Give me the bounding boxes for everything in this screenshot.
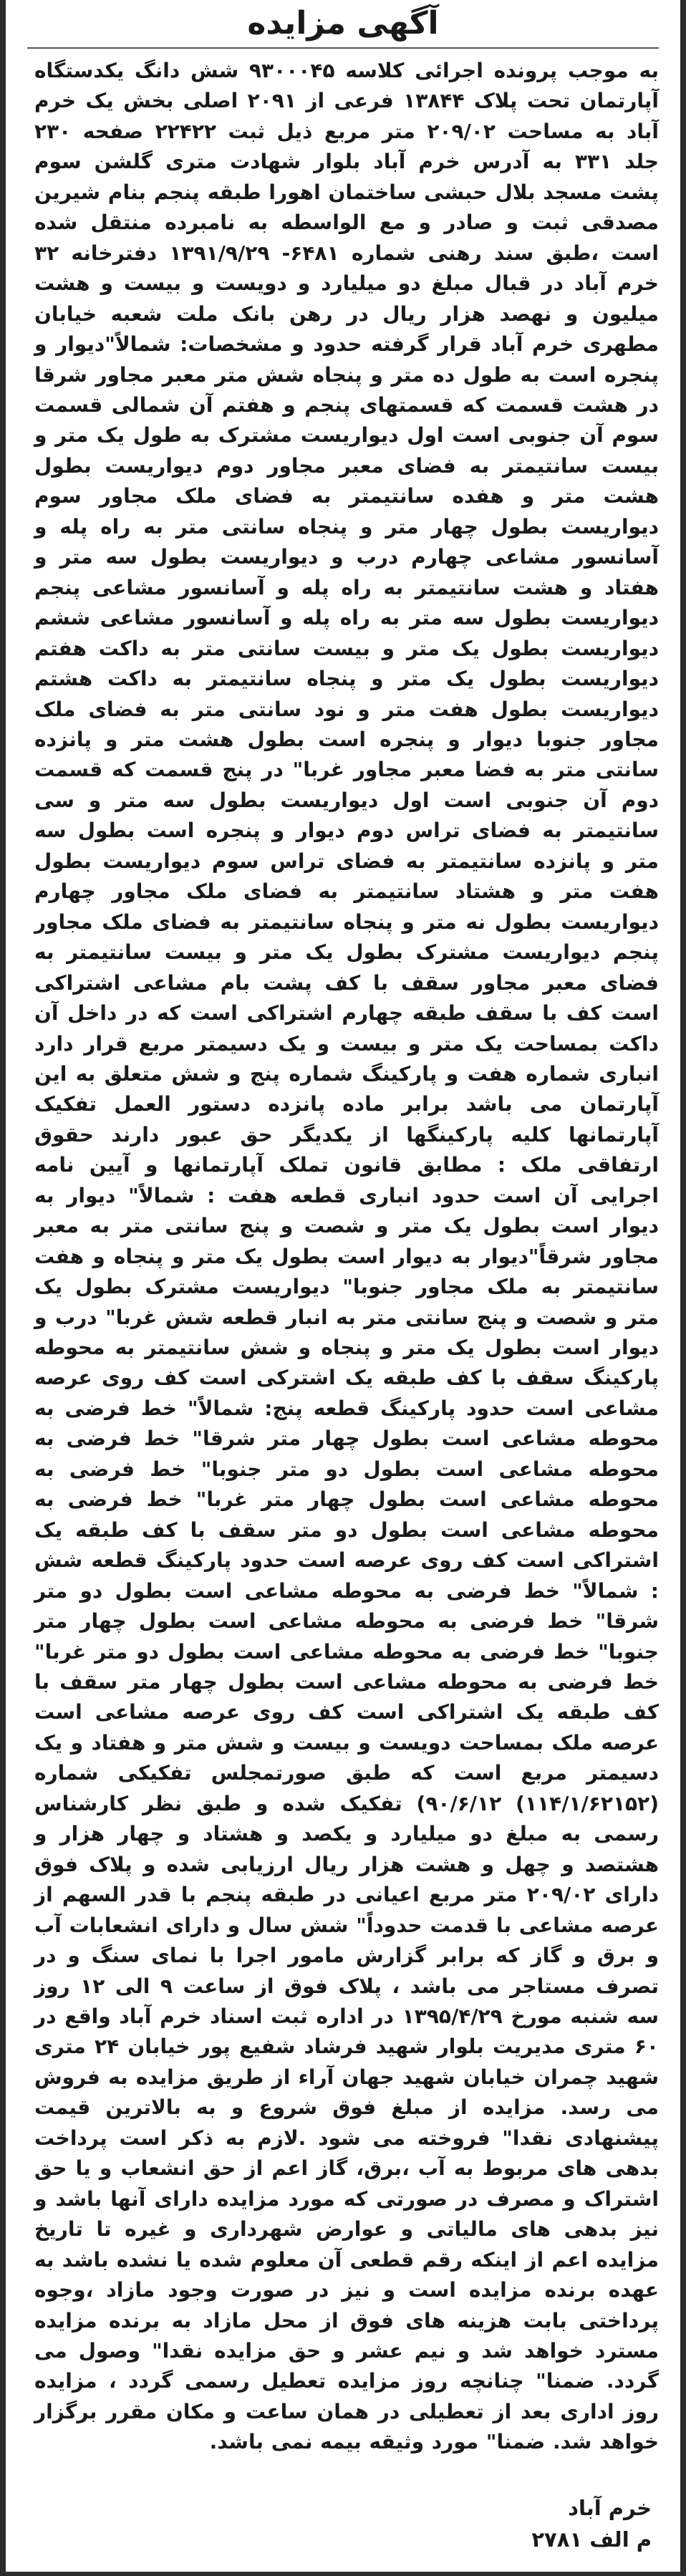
- notice-body: به موجب پرونده اجرائی کلاسه ۹۳۰۰۰۴۵ شش دانگ یکدستگاه آپارتمان تحت پلاک ۱۳۸۴۴ فرعی از ۲۰۹۱ اصلی بخش یک خرم آباد به مساحت ۲۰۹/۰۲ متر مربع ذیل ثبت ۲۲۴۲۲ صفحه ۲۳۰ جلد ۳۳۱ به آدرس خرم آباد بلوار شهادت متری گلشن سوم پشت مسجد بلال حبشی ساختمان اهورا طبقه پنجم بنام شیرین مصدقی ثبت و صادر و مع الواسطه به نامبرده منتقل شده است ،طبق سند رهنی شماره ۶۴۸۱- ۱۳۹۱/۹/۲۹ دفترخانه ۳۲ خرم آباد در قبال مبلغ دو میلیارد و دویست و بیست و هشت میلیون و نهصد هزار ریال در رهن بانک ملت شعبه خیابان مطهری خرم آباد قرار گرفته حدود و مشخصات: شمالاً"دیوار و پنجره است به طول ده متر و پنجاه شش متر معبر مجاور شرقا در هشت قسمت که قسمتهای پنجم و هفتم آن شمالی قسمت سوم آن جنوبی است اول دیواریست مشترک به طول یک متر و بیست سانتیمتر به فضای معبر مجاور دوم دیواریست بطول هشت متر و هفده سانتیمتر به فضای ملک مجاور سوم دیواریست بطول چهار متر و پنجاه سانتی متر به راه پله و آسانسور مشاعی چهارم درب و دیواریست بطول سه متر و هفتاد و هشت سانتیمتر به راه پله و آسانسور مشاعی پنجم دیواریست بطول سه متر به راه پله و آسانسور مشاعی ششم دیواریست بطول یک متر و بیست سانتی متر به داکت هفتم دیواریست بطول یک متر و پنجاه سانتیمتر به داکت هشتم دیواریست بطول هفت متر و نود سانتی متر به فضای ملک مجاور جنوبا دیوار و پنجره است بطول هشت متر و پانزده سانتی متر به فضا معبر مجاور غربا" در پنج قسمت که قسمت دوم آن جنوبی است اول دیواریست بطول سه متر و سی سانتیمتر به فضای تراس دوم دیوار و پنجره است بطول سه متر و پانزده سانتیمتر به فضای تراس سوم دیواریست بطول هفت متر و هشتاد سانتیمتر به فضای ملک مجاور چهارم دیواریست بطول نه متر و پنجاه سانتیمتر به فضای ملک مجاور پنجم دیواریست مشترک بطول یک متر و بیست سانتیمتر به فضای معبر مجاور سقف با کف پشت بام مشاعی اشتراکی است کف با سقف طبقه چهارم اشتراکی است که در داخل آن داکت بمساحت یک متر و بیست و یک دسیمتر مربع قرار دارد انباری شماره هفت و پارکینگ شماره پنج و شش متعلق به این آپارتمان می باشد برابر ماده پانزده دستور العمل تفکیک آپارتمانها کلیه پارکینگها از یکدیگر حق عبور دارند حقوق ارتفاقی ملک : مطابق قانون تملک آپارتمانها و آیین نامه اجرایی آن است حدود انباری قطعه هفت : شمالاً" دیوار به دیوار است بطول یک متر و شصت و پنج سانتی متر به معبر مجاور شرقاً"دیوار به دیوار است بطول یک متر و پنجاه و هفت سانتیمتر به ملک مجاور جنوبا" دیواریست مشترک بطول یک متر و شصت و پنج سانتی متر به انبار قطعه شش غربا" درب و دیوار است بطول یک متر و پنجاه و شش سانتیمتر به محوطه پارکینگ سقف با کف طبقه یک اشترکی است کف روی عرصه مشاعی است حدود پارکینگ قطعه پنج: شمالاً" خط فرضی به محوطه مشاعی است بطول چهار متر شرقا" خط فرضی به محوطه مشاعی است بطول دو متر جنوبا" خط فرضی به محوطه مشاعی است بطول چهار متر غربا" خط فرضی به محوطه مشاعی است بطول دو متر سقف با کف طبقه یک اشتراکی است کف روی عرصه است حدود پارکینگ قطعه شش : شمالاً" خط فرضی به محوطه مشاعی است بطول دو متر شرقا" خط فرضی به محوطه مشاعی است بطول چهار متر جنوبا" خط فرضی به محوطه مشاعی است بطول دو متر غربا" خط فرضی به محوطه مشاعی است بطول چهار متر سقف با کف طبقه یک اشتراکی است کف روی عرصه مشاعی است عرصه ملک بمساحت دویست و بیست و شش متر و هفتاد و یک دسیمتر مربع است که طبق صورتمجلس تفکیکی شماره (۱۱۴/۱/۶۲۱۵۲) ۹۰/۶/۱۲) تفکیک شده و طبق نظر کارشناس رسمی به مبلغ دو میلیارد و یکصد و هشتاد و چهار هزار و هشتصد و چهل و هشت هزار ریال ارزیابی شده و پلاک فوق دارای ۲۰۹/۰۲ متر مربع اعیانی در طبقه پنجم با قدر السهم از عرصه مشاعی با قدمت حدوداً" شش سال و دارای انشعابات آب و برق و گاز که برابر گزارش مامور اجرا با نمای سنگ و در تصرف مستاجر می باشد ، پلاک فوق از ساعت ۹ الی ۱۲ روز سه شنبه مورخ ۱۳۹۵/۴/۲۹ در اداره ثبت اسناد خرم آباد واقع در ۶۰ متری مدیریت بلوار شهید فرشاد شفیع پور خیابان ۲۴ متری شهید چمران خیابان شهید جهان آراء از طریق مزایده به فروش می رسد. مزایده از مبلغ فوق شروع و به بالاترین قیمت پیشنهادی نقدا" فروخته می شود .لازم به ذکر است پرداخت بدهی های مربوط به آب ،برق، گاز اعم از حق انشعاب و یا حق اشتراک و مصرف در صورتی که مورد مزایده دارای آنها باشد و نیز بدهی های مالیاتی و عوارض شهرداری و غیره تا تاریخ مزایده اعم از اینکه رقم قطعی آن معلوم شده یا نشده باشد به عهده برنده مزایده است و نیز در صورت وجود مازاد ،وجوه پرداختی بابت هزینه های فوق از محل مازاد به برنده مزایده مسترد خواهد شد و نیم عشر و حق مزایده نقدا" وصول می گردد. ضمنا" چنانچه روز مزایده تعطیل رسمی گردد ، مزایده روز اداری بعد از تعطیلی در همان ساعت و مکان مقرر برگزار خواهد شد. ضمنا" مورد وثیقه بیمه نمی باشد.: [34, 59, 660, 2454]
- signature-city: خرم آباد: [568, 2496, 652, 2520]
- title-divider: [27, 47, 659, 49]
- signature-code: م الف ۲۷۸۱: [531, 2527, 652, 2552]
- notice-title: آگهی مزایده: [247, 5, 439, 42]
- notice-signature: [531, 2492, 652, 2555]
